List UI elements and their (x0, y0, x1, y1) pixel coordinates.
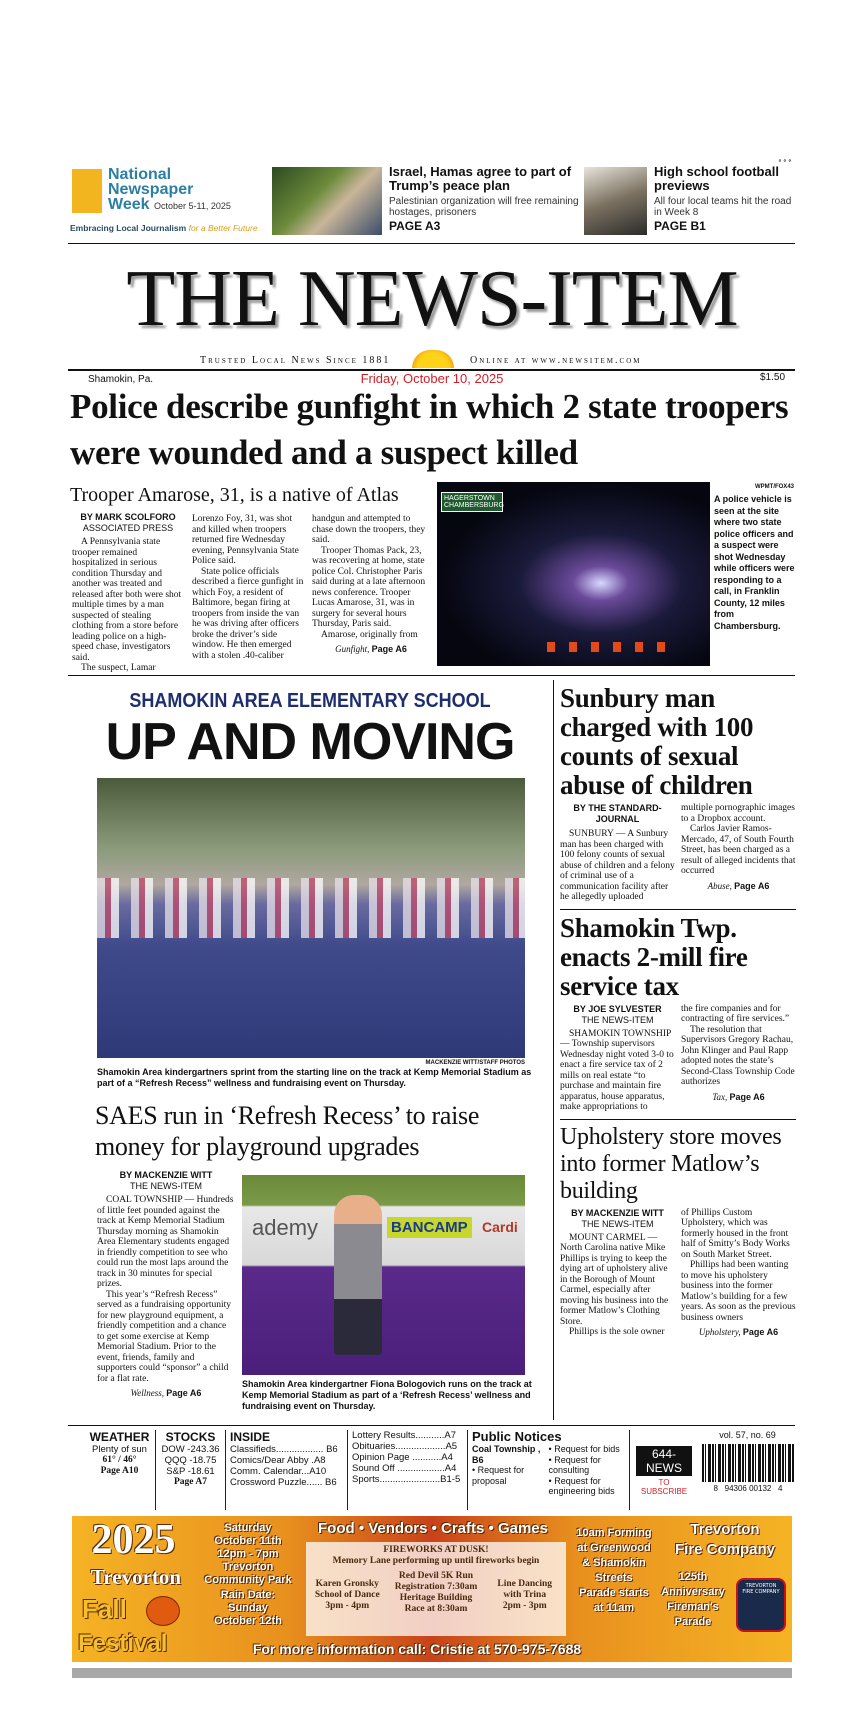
block (560, 803, 675, 903)
ad-events (306, 1542, 566, 1636)
text: handgun and attempted to chase down the troopers, they said. (312, 514, 426, 545)
block (560, 1004, 796, 1113)
text: Trooper Thomas Pack, 23, was recovering at home, state police Col. Christopher Paris said during at a late afternoon news conference. Trooper Lucas Amarose, 31, was in surgery for several hours Thursday, Paris said. (312, 545, 426, 629)
block (560, 829, 675, 903)
text: Plenty of sun (92, 1444, 147, 1455)
text: Sports.......................B1-5 (352, 1474, 461, 1485)
text: Comm. Calendar...A10 (230, 1466, 327, 1477)
israel-photo[interactable] (272, 167, 382, 235)
date: Friday, October 10, 2025 (360, 371, 504, 386)
block (549, 1444, 625, 1497)
promo-headline: Israel, Hamas agree to part of Trump’s peace plan (389, 164, 572, 193)
text: STOCKS (165, 1430, 216, 1444)
block (334, 1195, 382, 1355)
byline: BY MARK SCOLFORO (80, 512, 176, 522)
text: Fireman's (667, 1601, 719, 1613)
text: State police officials described a fierce gunfight in which Foy, a resident of Baltimore, began firing at troopers from inside the van he was driving after officers broke the driver’s side window. He then emerged with a stolen .40-caliber (192, 566, 304, 661)
right-column (560, 682, 796, 1344)
promo-page: PAGE A3 (389, 219, 441, 233)
promo-dek: All four local teams hit the road in Week 8 (654, 196, 792, 218)
barcode-number: 8 94306 00132 4 (713, 1484, 783, 1493)
byline-org: THE NEWS-ITEM (581, 1014, 654, 1025)
police-scene-photo[interactable] (437, 482, 710, 666)
ad-festival: Festival (78, 1630, 168, 1657)
story-headline[interactable]: Shamokin Twp. enacts 2-mill fire service tax (560, 912, 748, 1001)
inside-box-2[interactable] (348, 1430, 468, 1510)
text: Page A6 (371, 644, 407, 654)
banner-text: BANCAMP (387, 1217, 472, 1238)
text: Public Notices (472, 1429, 562, 1444)
photo-credit: WPMT/FOX43 (754, 484, 794, 490)
jump-link[interactable] (681, 1092, 796, 1102)
block (681, 1004, 796, 1088)
pumpkin-icon (146, 1596, 180, 1626)
text: 2pm - 3pm (502, 1601, 547, 1611)
tagline-right: Online at www.newsitem.com (470, 355, 642, 366)
nnw-emblem-icon (72, 169, 102, 213)
text: Phillips is the sole owner (569, 1327, 665, 1337)
block (560, 1233, 675, 1338)
text: Parade (674, 1616, 712, 1628)
block (560, 803, 796, 903)
nnw-logo[interactable] (70, 165, 266, 235)
footer-bar (72, 1668, 792, 1678)
text: Opinion Page ...........A4 (352, 1452, 453, 1463)
byline-org: THE NEWS-ITEM (581, 1218, 654, 1229)
text: the fire companies and for contracting of fire services.” (681, 1003, 790, 1024)
text: This year’s “Refresh Recess” served as a fundraising opportunity for new playground equipment, a friendly competition and a chance to get some exercise at Kemp Memorial Stadium. Prior to the event, friends, family and supporters could “sponsor” a child for a flat rate. (97, 1289, 232, 1384)
nnw-line3: Week (108, 196, 150, 213)
block (97, 878, 525, 938)
text: DOW -243.36 (161, 1444, 220, 1455)
byline-org: THE NEWS-ITEM (130, 1181, 202, 1191)
text: Upholstery, (698, 1327, 741, 1337)
ad-company (660, 1520, 790, 1560)
block (547, 642, 667, 652)
nnw-line2: Newspaper (108, 181, 194, 198)
text: Page A6 (729, 1091, 765, 1102)
text: • Request for proposal (472, 1465, 525, 1486)
text: INSIDE (230, 1430, 271, 1444)
text: Abuse, (707, 880, 732, 891)
jump-link[interactable] (97, 1388, 235, 1398)
text: SUNBURY — A Sunbury man has been charged with 100 felony counts of sexual abuse of children and a felony of criminal use of a communication facility after he allegedly uploaded (560, 829, 675, 902)
text: A Pennsylvania state trooper remained hospitalized in serious condition Thursday and another was treated and released after both were shot multiple times by a man suspected of stealing clothing from a store before leading police on a high-speed chase, investigators said. (72, 537, 182, 663)
text: Trevorton (690, 1521, 760, 1538)
subscribe-box[interactable] (636, 1446, 692, 1496)
fiona-photo[interactable] (242, 1175, 525, 1375)
photo-credit: MACKENZIE WITT/STAFF PHOTOS (425, 1060, 525, 1066)
text: Lottery Results...........A7 (352, 1430, 457, 1441)
promo-page: PAGE B1 (654, 219, 706, 233)
promo-football[interactable] (654, 165, 794, 233)
ad-fall: Fall (82, 1594, 127, 1624)
weather-box[interactable] (84, 1430, 156, 1510)
text: Tax, (712, 1091, 728, 1102)
right-story-3 (560, 1119, 796, 1344)
promo-dek: Palestinian organization will free remaining hostages, prisoners (389, 196, 579, 218)
block (560, 1208, 796, 1338)
divider (68, 1425, 795, 1426)
sun-icon (412, 350, 454, 368)
block (389, 1571, 484, 1615)
text: Amarose, originally from (321, 629, 418, 640)
block (681, 803, 796, 877)
masthead-title: THE NEWS-ITEM (126, 255, 738, 343)
barcode (702, 1444, 794, 1482)
text: Karen Gronsky (315, 1579, 379, 1589)
ad-headline: Food • Vendors • Crafts • Games (318, 1520, 548, 1537)
text: Race at 8:30am (404, 1604, 468, 1614)
text: multiple pornographic images to a Dropbox account. (681, 803, 795, 824)
text: FIREWORKS AT DUSK! (383, 1545, 489, 1555)
text: Rain Date: (220, 1589, 276, 1601)
divider (68, 243, 795, 244)
block (560, 1208, 675, 1338)
ad-town: Trevorton (90, 1565, 182, 1589)
nnw-tagline: Embracing Local Journalism (70, 223, 187, 233)
block (70, 223, 258, 233)
text: Sound Off ..................A4 (352, 1463, 457, 1474)
banner-text: ademy (252, 1215, 319, 1240)
block (108, 167, 231, 214)
byline-org: ASSOCIATED PRESS (82, 523, 174, 533)
byline: BY MACKENZIE WITT (119, 1170, 213, 1180)
block (306, 1579, 389, 1615)
jump-link[interactable] (681, 881, 796, 891)
block (560, 1004, 675, 1113)
kids-running-photo[interactable] (97, 778, 525, 1058)
text: Wellness, (130, 1388, 164, 1398)
text: Parade starts (579, 1587, 649, 1599)
text: COAL TOWNSHIP — Hundreds of little feet pounded against the track at Kemp Memorial Stadium Thursday morning as Shamokin Area Elementary students engaged in friendly competition to see who could run the most laps around the track in 30 minutes for special prizes. (97, 1195, 234, 1289)
text: Page A6 (166, 1388, 202, 1398)
text: of Phillips Custom Upholstery, which was formerly housed in the front half of Smitty’s Body Works on South Market Street. (681, 1207, 790, 1260)
location: Shamokin, Pa. (88, 374, 154, 385)
text: Page A6 (734, 880, 770, 891)
right-story-1 (560, 682, 796, 909)
block (472, 1444, 625, 1497)
text: S&P -18.61 (166, 1466, 215, 1477)
text: The resolution that Supervisors Gregory Rachau, John Klinger and Paul Rapp adopted notes the state’s Second-Class Township Code authorizes (681, 1024, 795, 1087)
promo-headline: High school football previews (654, 164, 779, 193)
nnw-tagline2: for a Better Future (188, 223, 258, 233)
text: Lorenzo Foy, 31, was shot and killed when troopers returned fire Wednesday evening, Pennsylvania State Police said. (192, 514, 299, 566)
text: Memory Lane performing up until fireworks begin (332, 1556, 540, 1566)
ad-anniversary (654, 1570, 732, 1630)
text: 644-NEWS (636, 1446, 692, 1476)
lead-subhead: Trooper Amarose, 31, is a native of Atlas (70, 484, 399, 506)
lead-headline[interactable]: Police describe gunfight in which 2 state troopers were wounded and a suspect killed (70, 387, 789, 472)
text: with Trina (503, 1590, 547, 1600)
column-divider (553, 680, 554, 1420)
text: • Request for engineering bids (548, 1475, 615, 1496)
text: Saturday (224, 1522, 272, 1534)
text: 10am Forming (576, 1527, 652, 1539)
text: Streets (595, 1572, 633, 1584)
ad-year: 2025 (91, 1517, 176, 1563)
block (681, 1004, 796, 1113)
text: WEATHER (89, 1430, 150, 1444)
right-story-2 (560, 909, 796, 1119)
text: & Shamokin (582, 1557, 646, 1569)
text: Carlos Javier Ramos-Mercado, 47, of South Fourth Street, has been charged as a result of alleged incidents that occurred (681, 824, 796, 876)
text: October 11th (214, 1535, 282, 1547)
block (681, 803, 796, 903)
ad-parade (568, 1526, 660, 1616)
text: 3pm - 4pm (325, 1601, 370, 1611)
feature-caption: Shamokin Area kindergartners sprint from the starting line on the track at Kemp Memorial Stadium as part of a “Refresh Recess” wellness and fundraising event on Thursday. (97, 1067, 532, 1088)
text: • Request for bids (548, 1444, 620, 1454)
text: Phillips had been wanting to move his upholstery business into the former Matlow’s building for a few years. As soon as the previous business owners (681, 1260, 796, 1323)
text: Coal Township , B6 (472, 1444, 541, 1465)
public-notices[interactable] (468, 1430, 630, 1510)
text: at 11am (593, 1602, 635, 1614)
block (472, 1444, 545, 1497)
block (306, 1571, 566, 1615)
text: at Greenwood (577, 1542, 651, 1554)
feature-text (97, 1170, 235, 1398)
jump-link[interactable] (681, 1327, 796, 1337)
text: Page A7 (174, 1477, 207, 1487)
block (483, 1579, 566, 1615)
promo-israel[interactable] (389, 165, 579, 233)
lead-col3 (312, 514, 430, 655)
text: Anniversary (661, 1586, 725, 1598)
divider (68, 675, 795, 676)
fall-festival-ad[interactable] (72, 1516, 792, 1662)
text: Red Devil 5K Run (398, 1571, 474, 1581)
text: Page A6 (742, 1327, 779, 1337)
nnw-line1: National (108, 166, 172, 183)
text: 61° / 46° (102, 1455, 137, 1465)
feature-kicker: SHAMOKIN AREA ELEMENTARY SCHOOL (129, 690, 491, 712)
price: $1.50 (760, 372, 786, 383)
text: Classifieds.................. B6 (230, 1444, 338, 1455)
lead-col1 (72, 512, 184, 674)
volume: vol. 57, no. 69 (719, 1430, 776, 1440)
byline: BY MACKENZIE WITT (571, 1207, 664, 1218)
text: MOUNT CARMEL — North Carolina native Mike Phillips is trying to keep the dying art of upholstery alive in the Borough of Mount Carmel, especially after moving his business into the former Matlow’s Clothing Store. (560, 1232, 669, 1327)
block (681, 1208, 796, 1324)
text: Page A10 (100, 1466, 139, 1476)
text: Obituaries...................A5 (352, 1441, 458, 1452)
stocks-box[interactable] (156, 1430, 226, 1510)
text: 125th (678, 1571, 708, 1583)
story-headline[interactable]: Sunbury man charged with 100 counts of sexual abuse of children (560, 683, 754, 800)
text: SHAMOKIN TOWNSHIP — Township supervisors Wednesday night voted 3-0 to enact a fire service tax of 2 mills on real estate “to purchase and maintain fire apparatus, house apparatus, make appropriations to (560, 1028, 674, 1112)
feature-headline[interactable]: SAES run in ‘Refresh Recess’ to raise money for playground upgrades (95, 1101, 480, 1161)
nnw-dates: October 5-11, 2025 (153, 201, 231, 211)
lead-col2 (192, 514, 304, 661)
text: Fire Company (674, 1541, 776, 1558)
feature-caption-2: Shamokin Area kindergartner Fiona Bologovich runs on the track at Kemp Memorial Stadium as part of a ‘Refresh Recess’ wellness and fundraising event on Thursday. (242, 1379, 532, 1411)
block (560, 1029, 675, 1113)
block (97, 1195, 235, 1384)
lead-text (72, 537, 184, 674)
text: Line Dancing (497, 1579, 553, 1589)
text: Crossword Puzzle...... B6 (230, 1477, 337, 1488)
text: Gunfight, (335, 644, 370, 654)
text: Comics/Dear Abby .A8 (230, 1455, 326, 1466)
text: Community Park (204, 1574, 292, 1586)
jump-link[interactable] (312, 644, 430, 655)
text: QQQ -18.75 (164, 1455, 217, 1466)
text: The suspect, Lamar (81, 663, 156, 673)
byline: BY JOE SYLVESTER (573, 1003, 662, 1014)
text: • Request for consulting (548, 1454, 601, 1475)
fire-company-badge-icon: TREVORTON FIRE COMPANY (736, 1578, 786, 1632)
text: 12pm - 7pm (217, 1548, 279, 1560)
inside-box[interactable] (226, 1430, 348, 1510)
text: Trevorton (222, 1561, 274, 1573)
road-sign: HAGERSTOWN CHAMBERSBURG (441, 492, 503, 512)
ad-date (200, 1522, 296, 1628)
lead-caption: A police vehicle is seen at the site where two state police officers and a suspect were shot Wednesday while officers were responding to a call, in Franklin County, 12 miles from Chambersburg. (714, 494, 795, 631)
text: School of Dance (314, 1590, 380, 1600)
feature-title: UP AND MOVING (105, 713, 515, 771)
tagline-left: Trusted Local News Since 1881 (200, 355, 391, 366)
text: Registration 7:30am (394, 1582, 478, 1592)
block (108, 197, 231, 214)
text: October 12th (214, 1615, 282, 1627)
block (681, 1208, 796, 1338)
banner-text: Cardi (482, 1219, 518, 1235)
story-headline[interactable]: Upholstery store moves into former Matlow’s building (560, 1123, 782, 1204)
more-icon[interactable]: ∘∘∘ (778, 156, 793, 165)
football-photo[interactable] (584, 167, 647, 235)
text: TO SUBSCRIBE (640, 1478, 688, 1496)
ad-contact: For more information call: Cristie at 570-975-7688 (252, 1641, 582, 1657)
text: Heritage Building (399, 1593, 473, 1603)
byline: BY THE STANDARD-JOURNAL (573, 803, 662, 824)
text: Sunday (228, 1602, 268, 1614)
